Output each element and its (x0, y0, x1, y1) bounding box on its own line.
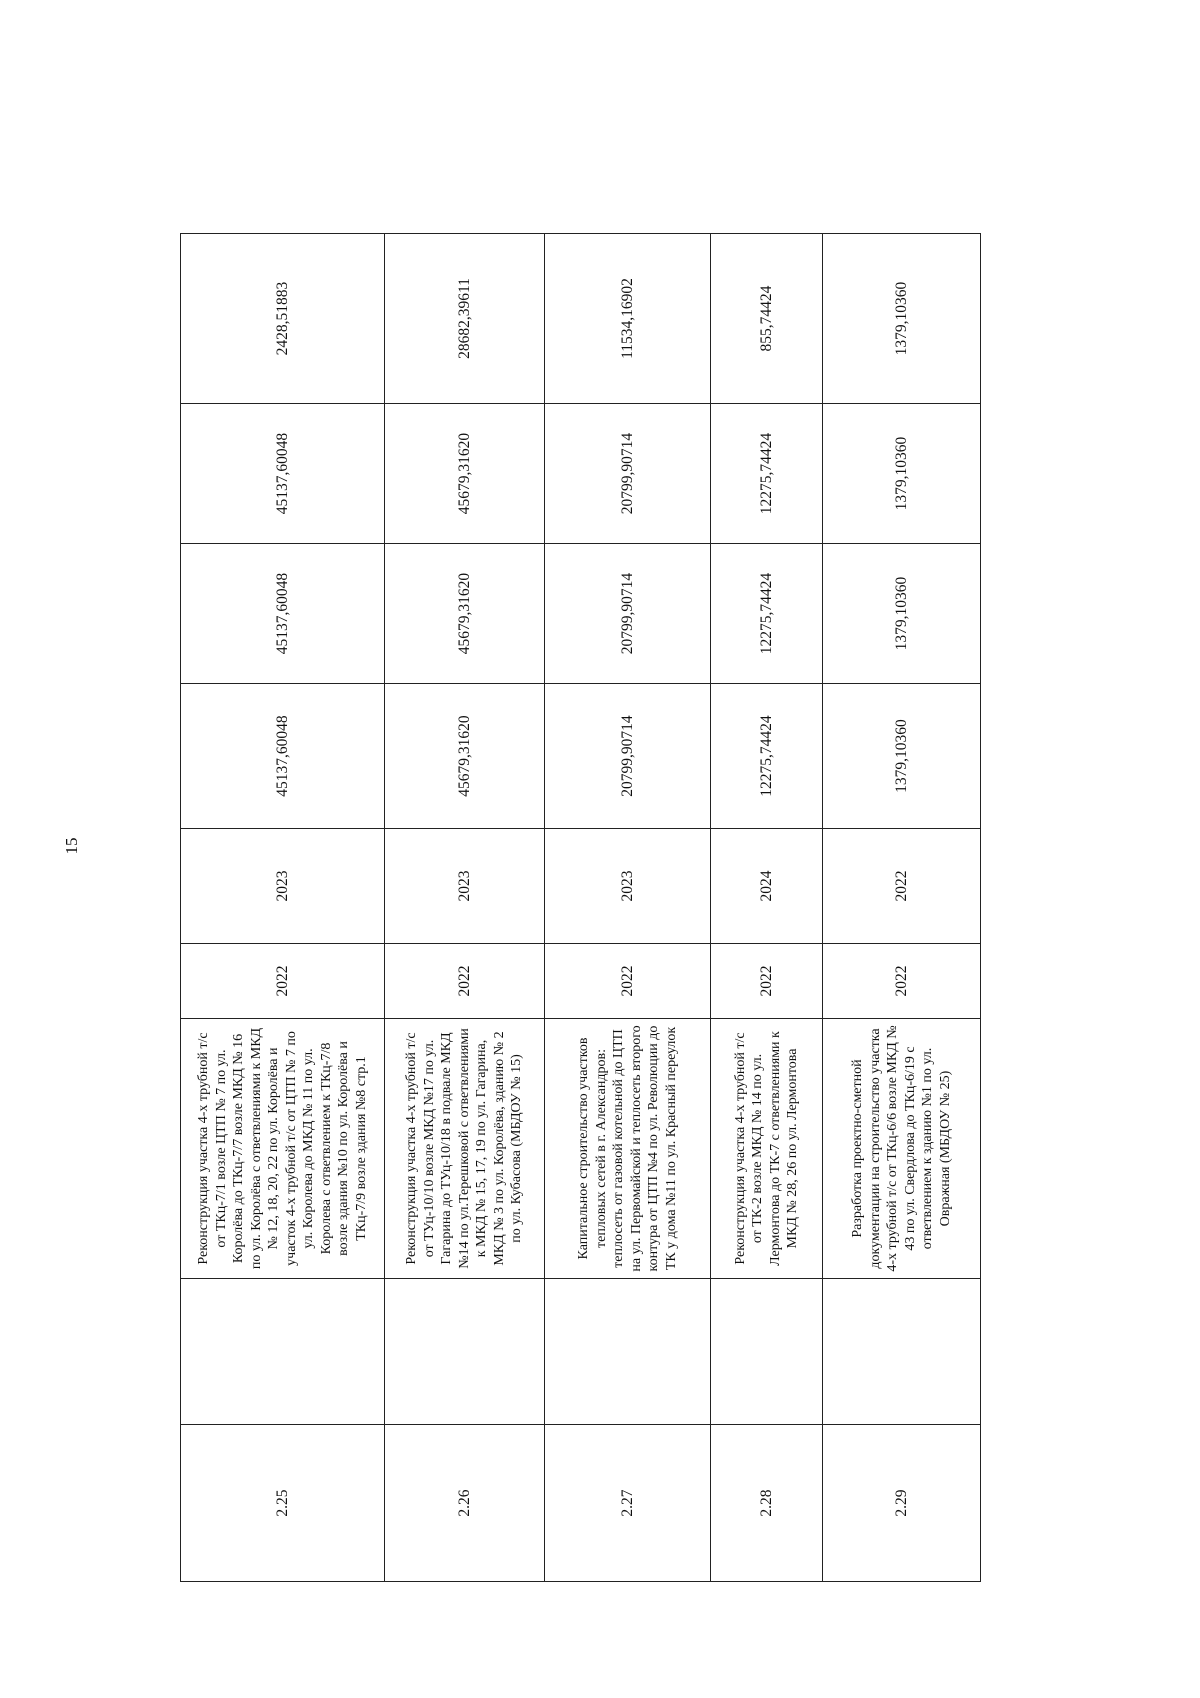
value-cell: 12275,74424 (711, 544, 823, 684)
row-description: Реконструкция участка 4-х трубной т/с от ТУц-10/10 возле МКД №17 по ул. Гагарина до ТУц-10/18 в подвале МКД №14 по ул.Терешковой с ответвлениями к МКД № 15, 17, 19 по ул. Гагарина, МКД № 3 по ул. Королёва, зданию № 2 по ул. Кубасова (МБДОУ № 15) (385, 1019, 545, 1279)
row-description: Реконструкция участка 4-х трубной т/с от ТКц-7/1 возле ЦТП № 7 по ул. Королёва до ТКц-7/7 возле МКД № 16 по ул. Королёва с ответвлениями к МКД № 12, 18, 20, 22 по ул. Королёва и участок 4-х трубной т/с от ЦТП № 7 по ул. Королева до МКД № 11 по ул. Королева с ответвлением к ТКц-7/8 возле здания №10 по ул. Королёва и ТКц-7/9 возле здания №8 стр.1 (181, 1019, 385, 1279)
value-cell: 45137,60048 (181, 684, 385, 829)
table-row (823, 234, 981, 1582)
value-cell: 45679,31620 (385, 684, 545, 829)
value-cell: 1379,10360 (823, 404, 981, 544)
row-number: 2.27 (545, 1425, 711, 1582)
blank-cell (385, 1279, 545, 1425)
end-year: 2023 (181, 829, 385, 944)
table-row (545, 234, 711, 1582)
program-table (180, 233, 981, 1582)
value-cell: 45137,60048 (181, 404, 385, 544)
row-number: 2.29 (823, 1425, 981, 1582)
value-cell: 11534,16902 (545, 234, 711, 404)
value-cell: 12275,74424 (711, 684, 823, 829)
value-cell: 45137,60048 (181, 544, 385, 684)
value-cell: 1379,10360 (823, 544, 981, 684)
row-description: Реконструкция участка 4-х трубной т/с от ТК-2 возле МКД № 14 по ул. Лермонтова до ТК-7 с ответвлениями к МКД № 28, 26 по ул. Лермонтова (711, 1019, 823, 1279)
table-row (181, 234, 385, 1582)
row-number: 2.28 (711, 1425, 823, 1582)
blank-cell (181, 1279, 385, 1425)
value-cell: 20799,90714 (545, 684, 711, 829)
start-year: 2022 (181, 944, 385, 1019)
value-cell: 2428,51883 (181, 234, 385, 404)
end-year: 2023 (385, 829, 545, 944)
start-year: 2022 (823, 944, 981, 1019)
table-row (711, 234, 823, 1582)
value-cell: 45679,31620 (385, 544, 545, 684)
row-description: Разработка проектно-сметной документации на строительство участка 4-х трубной т/с от ТКц-6/6 возле МКД № 43 по ул. Свердлова до ТКц-6/19 с ответвлением к зданию №1 по ул. Овражная (МБДОУ № 25) (823, 1019, 981, 1279)
start-year: 2022 (711, 944, 823, 1019)
blank-cell (545, 1279, 711, 1425)
value-cell: 28682,39611 (385, 234, 545, 404)
table-row (385, 234, 545, 1582)
value-cell: 1379,10360 (823, 234, 981, 404)
value-cell: 20799,90714 (545, 544, 711, 684)
value-cell: 45679,31620 (385, 404, 545, 544)
end-year: 2023 (545, 829, 711, 944)
row-description: Капитальное строительство участков тепловых сетей в г. Александров: теплосеть от газовой котельной до ЦТП на ул. Первомайской и теплосеть второго контура от ЦТП №4 по ул. Революции до ТК у дома №11 по ул. Красный переулок (545, 1019, 711, 1279)
blank-cell (823, 1279, 981, 1425)
value-cell: 1379,10360 (823, 684, 981, 829)
page-number: 15 (62, 837, 81, 855)
start-year: 2022 (385, 944, 545, 1019)
start-year: 2022 (545, 944, 711, 1019)
value-cell: 12275,74424 (711, 404, 823, 544)
end-year: 2022 (823, 829, 981, 944)
rotated-table-wrapper (180, 234, 980, 1582)
value-cell: 20799,90714 (545, 404, 711, 544)
end-year: 2024 (711, 829, 823, 944)
row-number: 2.25 (181, 1425, 385, 1582)
blank-cell (711, 1279, 823, 1425)
value-cell: 855,74424 (711, 234, 823, 404)
row-number: 2.26 (385, 1425, 545, 1582)
